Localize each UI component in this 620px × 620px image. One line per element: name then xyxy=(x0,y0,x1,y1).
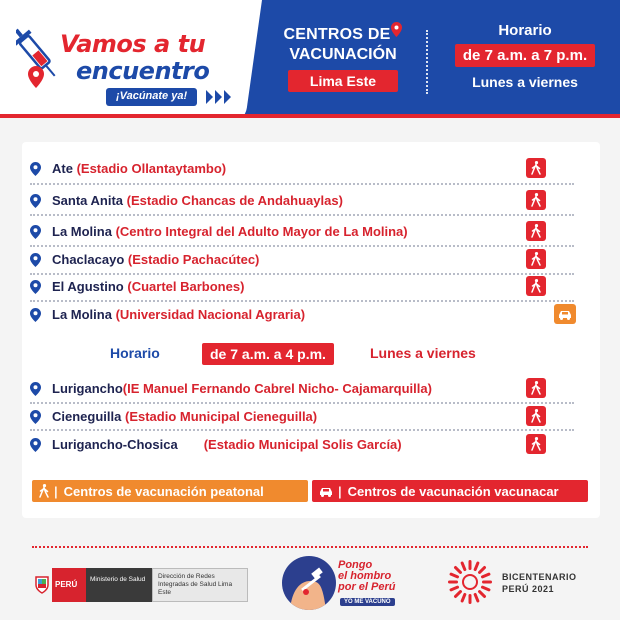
header-stripe xyxy=(0,114,620,118)
location-text xyxy=(52,437,402,452)
walk-legend-icon xyxy=(38,484,50,498)
location-district: La Molina xyxy=(52,224,112,239)
location-pin-icon xyxy=(30,280,41,294)
chevron-right-icon xyxy=(224,90,231,104)
location-pin-icon xyxy=(30,382,41,396)
header-banner xyxy=(0,0,620,118)
bicentenario-sun-icon xyxy=(446,558,494,606)
location-district: Lurigancho-Chosica xyxy=(52,437,178,452)
location-pin-icon xyxy=(30,438,41,452)
row-divider xyxy=(30,183,574,185)
direction-label: Dirección de Redes Integradas de Salud Lima Este xyxy=(152,568,248,602)
brand-tagline: ¡Vacúnate ya! xyxy=(106,88,197,106)
legend-separator: | xyxy=(54,483,58,499)
legend-walk-label: Centros de vacunación peatonal xyxy=(63,483,264,499)
location-pin-icon xyxy=(30,253,41,267)
walk-mode-icon xyxy=(526,276,546,296)
pongo-line-1: Pongo xyxy=(338,559,373,571)
location-row xyxy=(30,304,580,326)
horario-time-badge: de 7 a.m. a 7 p.m. xyxy=(455,44,595,67)
legend-car-label: Centros de vacunación vacunacar xyxy=(347,483,559,499)
brand-line-1: Vamos a tu xyxy=(60,30,206,58)
location-row xyxy=(30,378,580,400)
location-place: (Centro Integral del Adulto Mayor de La Molina) xyxy=(115,224,408,239)
pongo-line-3: por el Perú xyxy=(338,581,396,593)
horario-2-block xyxy=(110,343,530,365)
location-place: (Universidad Nacional Agraria) xyxy=(115,307,306,322)
location-row xyxy=(30,276,580,298)
horario-2-title: Horario xyxy=(110,345,160,361)
walk-mode-icon xyxy=(526,221,546,241)
location-place: (Cuartel Barbones) xyxy=(127,279,245,294)
syringe-pin-icon xyxy=(16,26,60,96)
row-divider xyxy=(30,273,574,275)
peru-label: PERÚ xyxy=(52,568,86,602)
ministry-label: Ministerio de Salud xyxy=(86,568,152,602)
location-place: (Estadio Chancas de Andahuaylas) xyxy=(126,193,343,208)
location-district: El Agustino xyxy=(52,279,124,294)
horario-2-time-badge: de 7 a.m. a 4 p.m. xyxy=(202,343,334,365)
campaign-logo xyxy=(10,14,250,114)
location-text xyxy=(52,161,226,176)
location-district: Cieneguilla xyxy=(52,409,122,424)
location-row xyxy=(30,221,580,243)
bicentenario-line-1: BICENTENARIO xyxy=(502,572,577,582)
location-row xyxy=(30,158,580,180)
zone-badge: Lima Este xyxy=(288,70,398,92)
vaccination-arm-icon xyxy=(282,556,336,610)
location-text xyxy=(52,307,305,322)
location-pin-icon xyxy=(30,162,41,176)
location-place: (IE Manuel Fernando Cabrel Nicho- Cajamarquilla) xyxy=(122,381,432,396)
row-divider xyxy=(30,402,574,404)
location-row xyxy=(30,434,580,456)
location-text xyxy=(52,252,259,267)
location-text xyxy=(52,279,244,294)
centros-line-2: VACUNACIÓN xyxy=(289,46,397,63)
horario-2-days: Lunes a viernes xyxy=(370,345,476,361)
legend-separator: | xyxy=(338,483,342,499)
pongo-text xyxy=(338,560,395,593)
row-divider xyxy=(30,429,574,431)
row-divider xyxy=(30,214,574,216)
row-divider xyxy=(30,245,574,247)
header-divider xyxy=(426,30,428,94)
pongo-el-hombro-logo xyxy=(282,556,402,612)
brand-line-2: encuentro xyxy=(76,57,210,85)
location-district: Santa Anita xyxy=(52,193,124,208)
location-row xyxy=(30,406,580,428)
location-district: Ate xyxy=(52,161,73,176)
pongo-line-2: el hombro xyxy=(338,570,392,582)
horario-days: Lunes a viernes xyxy=(472,74,578,90)
location-district: Chaclacayo xyxy=(52,252,125,267)
location-district: La Molina xyxy=(52,307,112,322)
walk-mode-icon xyxy=(526,378,546,398)
legend-walk xyxy=(32,480,308,502)
centros-title xyxy=(272,26,414,92)
walk-mode-icon xyxy=(526,158,546,178)
location-text xyxy=(52,381,432,396)
footer-divider xyxy=(32,546,588,548)
car-mode-icon xyxy=(554,304,576,324)
location-pin-icon xyxy=(30,308,41,322)
legend-car xyxy=(312,480,588,502)
chevron-right-icon xyxy=(206,90,213,104)
walk-mode-icon xyxy=(526,249,546,269)
horario-block xyxy=(440,22,610,90)
walk-mode-icon xyxy=(526,406,546,426)
row-divider xyxy=(30,300,574,302)
car-legend-icon xyxy=(318,486,334,497)
location-pin-icon xyxy=(391,22,402,37)
pongo-tag: YO ME VACUNO xyxy=(340,598,395,606)
location-text xyxy=(52,224,408,239)
location-pin-icon xyxy=(30,410,41,424)
bicentenario-logo xyxy=(446,558,596,606)
location-text xyxy=(52,409,317,424)
location-place: (Estadio Municipal Cieneguilla) xyxy=(124,409,318,424)
location-pin-icon xyxy=(30,194,41,208)
bicentenario-line-2: PERÚ 2021 xyxy=(502,584,555,594)
location-district: Lurigancho xyxy=(52,381,123,396)
centros-line-1: CENTROS DE xyxy=(283,26,391,43)
minsa-logo xyxy=(32,568,248,602)
coat-of-arms-icon xyxy=(32,568,52,602)
location-place: (Estadio Ollantaytambo) xyxy=(76,161,227,176)
horario-title: Horario xyxy=(498,22,552,39)
location-text xyxy=(52,193,343,208)
location-place: (Estadio Pachacútec) xyxy=(127,252,260,267)
location-row xyxy=(30,190,580,212)
location-place: (Estadio Municipal Solis García) xyxy=(203,437,402,452)
location-row xyxy=(30,249,580,271)
location-pin-icon xyxy=(30,225,41,239)
chevron-right-icon xyxy=(215,90,222,104)
walk-mode-icon xyxy=(526,190,546,210)
walk-mode-icon xyxy=(526,434,546,454)
